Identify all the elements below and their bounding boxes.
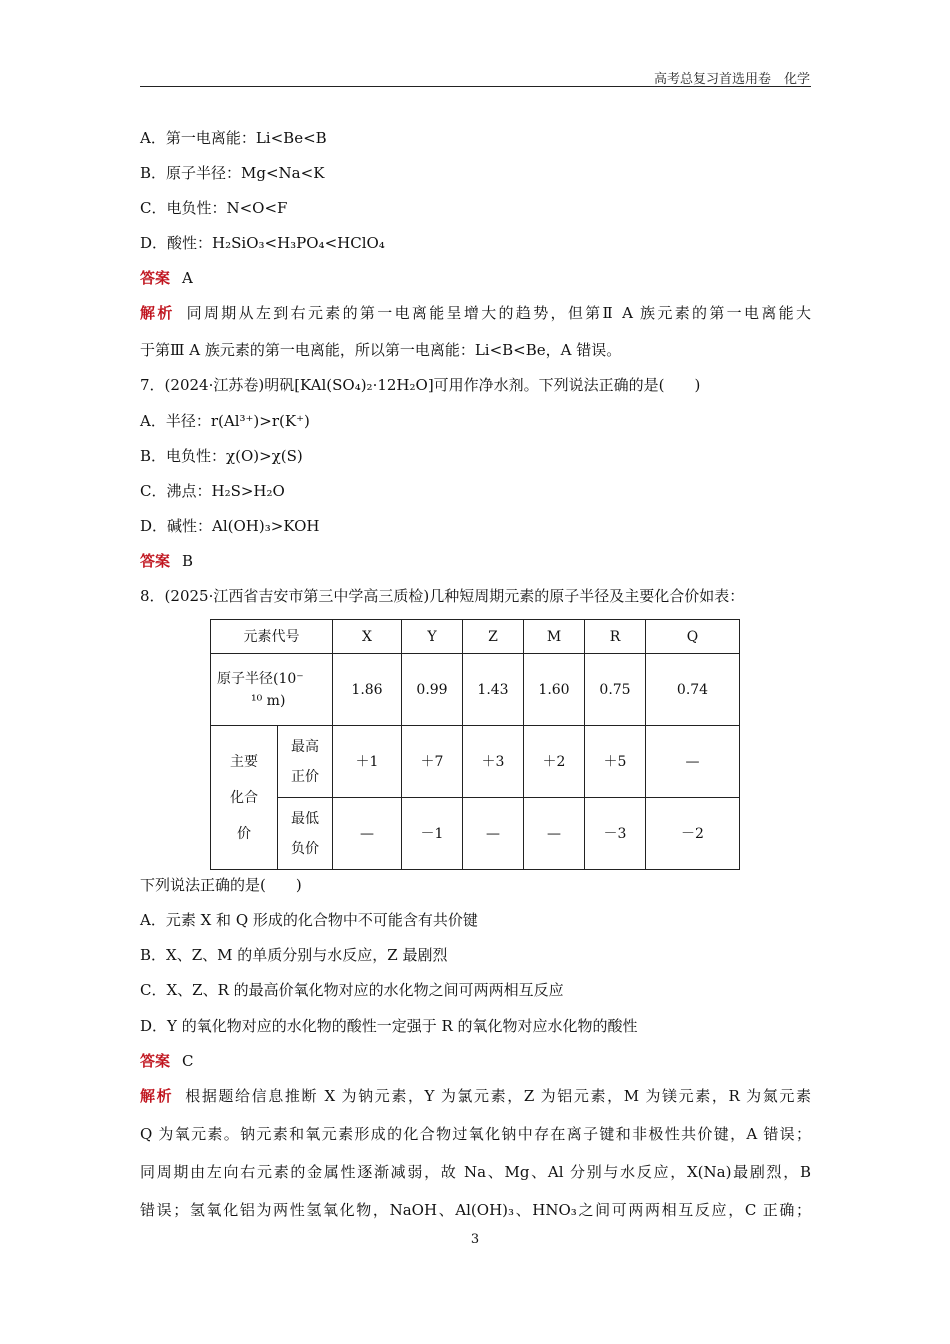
table-cell: ＋5: [585, 726, 646, 798]
q8-question: 下列说法正确的是( ): [140, 876, 302, 894]
option-label: B．原子半径：: [140, 164, 242, 182]
q7-option-b: [140, 446, 303, 466]
table-cell: —: [524, 798, 585, 870]
q6-option-c: [140, 198, 287, 218]
table-head-cell: Y: [402, 620, 463, 654]
q8-option-c: C．X、Z、R 的最高价氧化物对应的水化物之间可两两相互反应: [140, 981, 564, 999]
table-cell: ＋3: [463, 726, 524, 798]
analysis-tag: 解析: [140, 304, 175, 322]
option-value: χ(O)>χ(S): [226, 447, 303, 465]
table-cell: 1.86: [333, 654, 402, 726]
valence-label-line: 价: [237, 825, 251, 842]
option-label: A．半径：: [140, 412, 211, 430]
option-label: D．碱性：: [140, 517, 213, 535]
q7-option-a: [140, 411, 310, 431]
min-label-line: 负价: [291, 840, 319, 857]
table-cell: 0.74: [646, 654, 740, 726]
table-row: [211, 620, 740, 654]
table-cell: —: [463, 798, 524, 870]
q7-option-c: [140, 481, 285, 501]
table-head-cell: R: [585, 620, 646, 654]
q6-option-a: [140, 128, 327, 148]
option-label: C．沸点：: [140, 482, 212, 500]
q8-stem: 8．(2025·江西省吉安市第三中学高三质检)几种短周期元素的原子半径及主要化合价如表：: [140, 587, 745, 605]
max-label-line: 最高: [291, 738, 319, 755]
radius-label-line: ¹⁰ m): [251, 692, 286, 709]
q7-answer: [140, 551, 193, 571]
table-row: [211, 798, 740, 870]
radius-label: [211, 654, 333, 726]
table-cell: —: [333, 798, 402, 870]
page-number: 3: [470, 1232, 480, 1247]
radius-label-line: 原子半径(10⁻: [217, 670, 304, 687]
min-label-line: 最低: [291, 810, 319, 827]
option-label: D．酸性：: [140, 234, 213, 252]
q8-option-a: A．元素 X 和 Q 形成的化合物中不可能含有共价键: [140, 911, 478, 929]
table-head-cell: X: [333, 620, 402, 654]
table-head-cell: Z: [463, 620, 524, 654]
valence-label-line: 主要: [230, 753, 258, 770]
answer-value: B: [182, 552, 194, 570]
option-value: Al(OH)₃>KOH: [212, 517, 320, 535]
q8-option-d: D．Y 的氧化物对应的水化物的酸性一定强于 R 的氧化物对应水化物的酸性: [140, 1017, 638, 1035]
min-label: [278, 798, 333, 870]
q6-analysis-line-2: 于第Ⅲ A 族元素的第一电离能，所以第一电离能：Li<B<Be，A 错误。: [140, 341, 622, 359]
option-label: A．第一电离能：: [140, 129, 256, 147]
q8-analysis-line-4: 错误；氢氧化铝为两性氢氧化物，NaOH、Al(OH)₃、HNO₃之间可两两相互反应，C 正确；: [140, 1201, 811, 1219]
table-cell: 0.75: [585, 654, 646, 726]
analysis-tag: 解析: [140, 1087, 174, 1105]
q6-option-d: [140, 233, 385, 253]
q6-answer: [140, 268, 193, 288]
table-cell: —: [646, 726, 740, 798]
q6-option-b: [140, 163, 324, 183]
q8-analysis-line-2: Q 为氧元素。钠元素和氧元素形成的化合物过氧化钠中存在离子键和非极性共价键，A 错误；: [140, 1125, 811, 1143]
option-value: r(Al³⁺)>r(K⁺): [210, 412, 310, 430]
analysis-text: 根据题给信息推断 X 为钠元素，Y 为氯元素，Z 为铝元素，M 为镁元素，R 为氮元素: [185, 1087, 811, 1105]
q7-option-d: [140, 516, 320, 536]
table-cell: －1: [402, 798, 463, 870]
table-cell: －2: [646, 798, 740, 870]
option-label: C．电负性：: [140, 199, 227, 217]
answer-tag: 答案: [140, 269, 171, 287]
table-row: [211, 726, 740, 798]
q8-analysis-line-1: [140, 1086, 811, 1106]
table-cell: 1.60: [524, 654, 585, 726]
option-value: H₂S>H₂O: [211, 482, 285, 500]
answer-value: C: [182, 1052, 194, 1070]
q8-answer: [140, 1051, 194, 1071]
table-head-cell: M: [524, 620, 585, 654]
option-value: N<O<F: [226, 199, 288, 217]
table-cell: 1.43: [463, 654, 524, 726]
header-rule: [140, 86, 811, 87]
table-cell: ＋2: [524, 726, 585, 798]
q7-stem: 7．(2024·江苏卷)明矾[KAl(SO₄)₂·12H₂O]可用作净水剂。下列说法正确的是( ): [140, 376, 701, 394]
element-table: [210, 619, 740, 870]
valence-label: [211, 726, 278, 870]
table-cell: 0.99: [402, 654, 463, 726]
option-value: Li<Be<B: [255, 129, 327, 147]
table-cell: ＋7: [402, 726, 463, 798]
answer-tag: 答案: [140, 1052, 171, 1070]
option-label: B．电负性：: [140, 447, 227, 465]
table-row: [211, 654, 740, 726]
answer-tag: 答案: [140, 552, 171, 570]
header-title: 高考总复习首选用卷 化学: [653, 72, 810, 87]
option-value: H₂SiO₃<H₃PO₄<HClO₄: [212, 234, 385, 252]
option-value: Mg<Na<K: [241, 164, 325, 182]
table-cell: －3: [585, 798, 646, 870]
q8-analysis-line-3: 同周期由左向右元素的金属性逐渐减弱，故 Na、Mg、Al 分别与水反应，X(Na)最剧烈，B: [140, 1163, 811, 1181]
answer-value: A: [182, 269, 193, 287]
max-label: [278, 726, 333, 798]
q6-analysis-line-1: [140, 303, 811, 323]
q8-option-b: B．X、Z、M 的单质分别与水反应，Z 最剧烈: [140, 946, 448, 964]
valence-label-line: 化合: [230, 789, 258, 806]
analysis-text: 同周期从左到右元素的第一电离能呈增大的趋势，但第Ⅱ A 族元素的第一电离能大: [186, 304, 811, 322]
max-label-line: 正价: [291, 768, 319, 785]
table-head-cell: Q: [646, 620, 740, 654]
table-cell: ＋1: [333, 726, 402, 798]
table-head-label: 元素代号: [211, 620, 333, 654]
